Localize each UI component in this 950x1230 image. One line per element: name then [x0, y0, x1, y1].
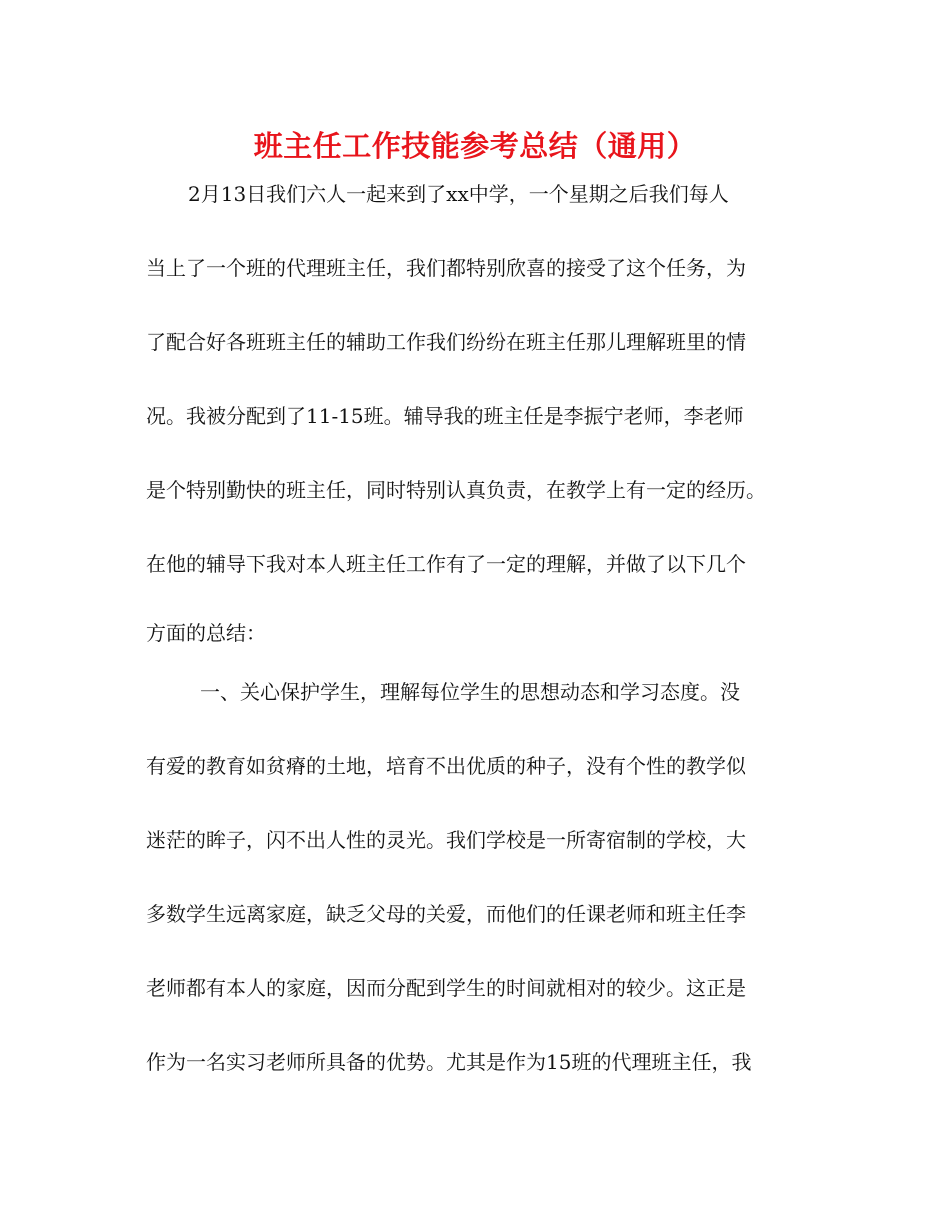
paragraph-line: 多数学生远离家庭，缺乏父母的关爱，而他们的任课老师和班主任李	[146, 902, 746, 926]
paragraph-line: 况。我被分配到了11-15班。辅导我的班主任是李振宁老师，李老师	[146, 404, 744, 428]
document-title: 班主任工作技能参考总结（通用）	[253, 129, 697, 163]
paragraph-line: 方面的总结：	[146, 621, 266, 645]
paragraph-line: 在他的辅导下我对本人班主任工作有了一定的理解，并做了以下几个	[146, 552, 746, 576]
paragraph-line: 作为一名实习老师所具备的优势。尤其是作为15班的代理班主任，我	[146, 1050, 752, 1074]
paragraph-line: 当上了一个班的代理班主任，我们都特别欣喜的接受了这个任务，为	[146, 256, 746, 280]
paragraph-line: 是个特别勤快的班主任，同时特别认真负责，在教学上有一定的经历。	[146, 478, 766, 502]
paragraph-line: 一、关心保护学生，理解每位学生的思想动态和学习态度。没	[200, 680, 740, 704]
paragraph-line: 迷茫的眸子，闪不出人性的灵光。我们学校是一所寄宿制的学校，大	[146, 828, 746, 852]
paragraph-line: 有爱的教育如贫瘠的土地，培育不出优质的种子，没有个性的教学似	[146, 754, 746, 778]
paragraph-line: 老师都有本人的家庭，因而分配到学生的时间就相对的较少。这正是	[146, 976, 746, 1000]
paragraph-line: 2月13日我们六人一起来到了xx中学，一个星期之后我们每人	[188, 182, 729, 206]
paragraph-line: 了配合好各班班主任的辅助工作我们纷纷在班主任那儿理解班里的情	[146, 330, 746, 354]
